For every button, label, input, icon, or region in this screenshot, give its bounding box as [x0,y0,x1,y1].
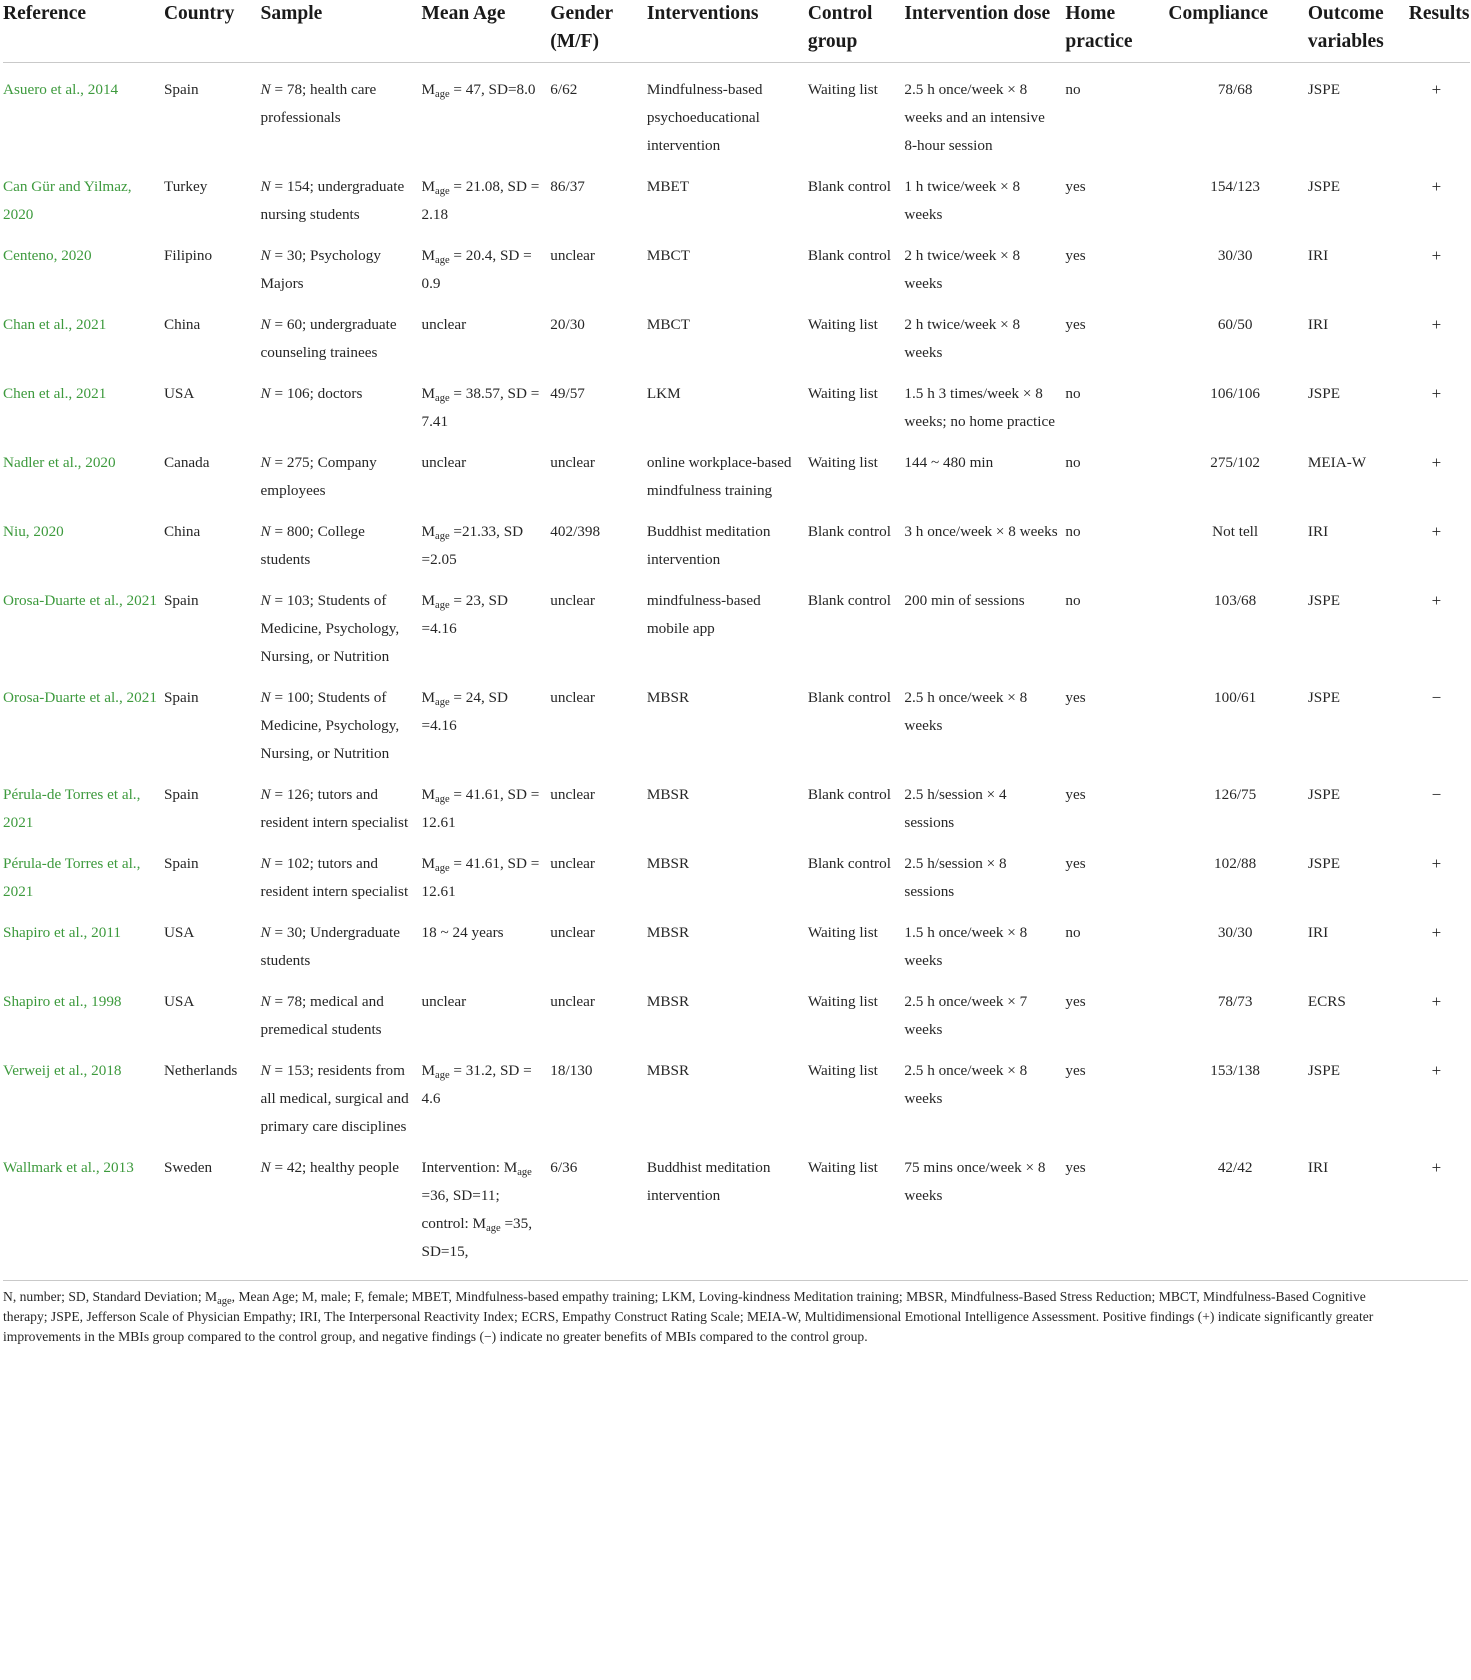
sample-cell [261,837,422,906]
result-cell: + [1431,80,1442,99]
interventions-cell: MBSR [646,1062,690,1079]
age-subscript: age [435,255,450,266]
home-practice-cell: yes [1065,1159,1086,1176]
mean-age-cell [422,906,551,975]
sample-cell [261,63,422,161]
age-subscript: age [435,794,450,805]
reference-link[interactable]: Wallmark et al., 2013 [3,1159,134,1176]
home-practice-cell: no [1065,81,1081,98]
footnote-text: , Mean Age; M, male; F, female; MBET, Mindfulness-based empathy training; LKM, Loving-kindness Meditation training; MBSR, Mindfulness-Based Stress Reduction; MBCT, Mindfulness-Based Cognitive [231,1289,1366,1304]
interventions-cell: online workplace-based mindfulness training [646,454,792,499]
reference-link[interactable]: Chen et al., 2021 [3,385,107,402]
country-cell: Turkey [163,178,208,195]
sample-text: = 103; Students of Medicine, Psychology, Nursing, or Nutrition [260,592,400,665]
mean-age-text: M [421,1062,436,1079]
home-practice-cell: no [1065,385,1081,402]
gender-cell: unclear [550,247,595,264]
country-cell: Filipino [163,247,213,264]
gender-cell: 402/398 [550,523,601,540]
home-practice-cell: yes [1065,855,1086,872]
country-cell: USA [163,993,195,1010]
outcome-variables-cell: JSPE [1307,1062,1340,1079]
intervention-dose-cell: 2.5 h once/week × 8 weeks [904,1062,1028,1107]
header-country: Country [164,0,261,63]
country-cell: USA [163,924,195,941]
header-intervention-dose: Intervention dose [904,0,1065,63]
sample-cell [261,768,422,837]
mean-age-cell [422,975,551,1044]
country-cell: Canada [163,454,210,471]
header-results: Results [1409,0,1470,63]
sample-text: = 78; health care professionals [260,81,377,126]
mean-age-text: =36, SD=11; control: M [421,1187,500,1232]
mean-age-text: M [421,247,436,264]
intervention-dose-cell: 75 mins once/week × 8 weeks [904,1159,1046,1204]
country-cell: Netherlands [163,1062,238,1079]
interventions-cell: MBSR [646,689,690,706]
compliance-cell: 275/102 [1210,454,1261,471]
interventions-cell: Buddhist meditation intervention [646,523,771,568]
sample-n-symbol: N [260,924,271,941]
table-body [3,63,1470,1281]
country-cell: Spain [163,855,199,872]
age-subscript: age [435,863,450,874]
gender-cell: 49/57 [550,385,585,402]
interventions-cell: MBCT [646,316,690,333]
outcome-variables-cell: JSPE [1307,786,1340,803]
home-practice-cell: yes [1065,993,1086,1010]
mean-age-cell [422,298,551,367]
mean-age-text: = 23, SD =4.16 [421,592,508,637]
interventions-cell: MBSR [646,993,690,1010]
mean-age-text: = 21.08, SD = 2.18 [421,178,540,223]
header-reference: Reference [3,0,164,63]
home-practice-cell: no [1065,924,1081,941]
reference-link[interactable]: Pérula-de Torres et al., 2021 [3,855,141,900]
sample-n-symbol: N [260,786,271,803]
mean-age-cell [422,574,551,671]
compliance-cell: 126/75 [1214,786,1257,803]
home-practice-cell: no [1065,454,1081,471]
reference-link[interactable]: Shapiro et al., 2011 [3,924,121,941]
sample-text: = 126; tutors and resident intern specialist [260,786,409,831]
header-mean-age: Mean Age [422,0,551,63]
sample-n-symbol: N [260,316,271,333]
control-group-cell: Waiting list [807,924,878,941]
result-cell: + [1431,384,1442,403]
sample-cell [261,1044,422,1141]
outcome-variables-cell: JSPE [1307,855,1340,872]
mean-age-cell [422,768,551,837]
control-group-cell: Waiting list [807,316,878,333]
table-row [3,160,1470,229]
sample-text: = 154; undergraduate nursing students [260,178,405,223]
table-row [3,229,1470,298]
sample-text: = 42; healthy people [270,1159,400,1176]
sample-text: = 153; residents from all medical, surgical and primary care disciplines [260,1062,409,1135]
gender-cell: unclear [550,689,595,706]
result-cell: + [1431,923,1442,942]
sample-n-symbol: N [260,1062,271,1079]
table-row [3,1141,1470,1280]
mean-age-text: M [421,855,436,872]
table-row [3,975,1470,1044]
footnote-line-2: therapy; JSPE, Jefferson Scale of Physician Empathy; IRI, The Interpersonal Reactivity Index; ECRS, Empathy Construct Rating Scale; MEIA-W, Multidimensional Emotional Intelligence Assessment. Positive findings (+) indicate significantly greater [3,1309,1374,1324]
sample-n-symbol: N [260,178,271,195]
control-group-cell: Blank control [807,689,891,706]
control-group-cell: Blank control [807,523,891,540]
sample-cell [261,505,422,574]
result-cell: + [1431,246,1442,265]
table-row [3,505,1470,574]
header-home-practice: Home practice [1065,0,1168,63]
outcome-variables-cell: JSPE [1307,385,1340,402]
intervention-dose-cell: 2.5 h once/week × 7 weeks [904,993,1028,1038]
mean-age-text: = 41.61, SD = 12.61 [421,786,540,831]
mean-age-cell [422,1141,551,1280]
result-cell: + [1431,992,1442,1011]
table-header-row [3,0,1470,63]
mean-age-text: M [421,786,436,803]
compliance-cell: 78/68 [1217,81,1253,98]
table-row [3,768,1470,837]
mean-age-text: M [421,178,436,195]
outcome-variables-cell: ECRS [1307,993,1346,1010]
country-cell: China [163,523,201,540]
outcome-variables-cell: IRI [1307,1159,1329,1176]
mean-age-cell [422,505,551,574]
gender-cell: 20/30 [550,316,585,333]
intervention-dose-cell: 3 h once/week × 8 weeks [904,523,1058,540]
result-cell: + [1431,854,1442,873]
sample-n-symbol: N [260,454,271,471]
home-practice-cell: yes [1065,786,1086,803]
compliance-cell: 100/61 [1214,689,1257,706]
control-group-cell: Waiting list [807,1062,878,1079]
compliance-cell: 103/68 [1214,592,1257,609]
result-cell: + [1431,177,1442,196]
sample-n-symbol: N [260,81,271,98]
sample-text: = 60; undergraduate counseling trainees [260,316,397,361]
reference-link[interactable]: Asuero et al., 2014 [3,81,119,98]
home-practice-cell: yes [1065,1062,1086,1079]
interventions-cell: MBSR [646,924,690,941]
age-subscript: age [435,531,450,542]
reference-link[interactable]: Centeno, 2020 [3,247,92,264]
table-row [3,671,1470,768]
age-subscript: age [435,393,450,404]
reference-link[interactable]: Shapiro et al., 1998 [3,993,122,1010]
header-interventions: Interventions [647,0,808,63]
gender-cell: 6/36 [550,1159,578,1176]
compliance-cell: 154/123 [1210,178,1261,195]
intervention-dose-cell: 2 h twice/week × 8 weeks [904,316,1021,361]
intervention-dose-cell: 2.5 h once/week × 8 weeks and an intensive 8-hour session [904,81,1045,154]
reference-link[interactable]: Chan et al., 2021 [3,316,107,333]
country-cell: Spain [163,786,199,803]
gender-cell: unclear [550,786,595,803]
sample-cell [261,160,422,229]
header-compliance: Compliance [1168,0,1308,63]
mean-age-cell [422,63,551,161]
result-cell: + [1431,453,1442,472]
result-cell: + [1431,1158,1442,1177]
reference-link[interactable]: Nadler et al., 2020 [3,454,116,471]
mean-age-cell [422,837,551,906]
interventions-cell: Mindfulness-based psychoeducational intervention [646,81,763,154]
footnote-line-1 [3,1287,1468,1307]
sample-text: = 800; College students [260,523,365,568]
mean-age-text: 18 ~ 24 years [421,924,504,941]
sample-cell [261,298,422,367]
intervention-dose-cell: 1.5 h once/week × 8 weeks [904,924,1028,969]
country-cell: China [163,316,201,333]
gender-cell: 18/130 [550,1062,593,1079]
gender-cell: unclear [550,924,595,941]
studies-table [3,0,1470,1280]
reference-link[interactable]: Verweij et al., 2018 [3,1062,122,1079]
result-cell: + [1431,1061,1442,1080]
control-group-cell: Waiting list [807,454,878,471]
control-group-cell: Blank control [807,178,891,195]
footnote-line-3: improvements in the MBIs group compared to the control group, and negative findings (−) indicate no greater benefits of MBIs compared to the control group. [3,1329,868,1344]
sample-text: = 30; Psychology Majors [260,247,381,292]
result-cell: − [1431,785,1442,804]
sample-text: = 100; Students of Medicine, Psychology, Nursing, or Nutrition [260,689,400,762]
age-subscript: age [435,186,450,197]
sample-n-symbol: N [260,247,271,264]
table-row [3,63,1470,161]
result-cell: + [1431,591,1442,610]
intervention-dose-cell: 144 ~ 480 min [904,454,994,471]
intervention-dose-cell: 2.5 h/session × 8 sessions [904,855,1007,900]
table-footnote [3,1280,1468,1347]
outcome-variables-cell: IRI [1307,247,1329,264]
mean-age-text: = 24, SD =4.16 [421,689,508,734]
country-cell: Sweden [163,1159,213,1176]
result-cell: + [1431,315,1442,334]
control-group-cell: Waiting list [807,81,878,98]
sample-cell [261,436,422,505]
age-subscript: age [435,600,450,611]
country-cell: USA [163,385,195,402]
sample-cell [261,574,422,671]
table-row [3,906,1470,975]
mean-age-text: M [421,689,436,706]
country-cell: Spain [163,689,199,706]
header-gender: Gender (M/F) [550,0,647,63]
country-cell: Spain [163,592,199,609]
intervention-dose-cell: 1 h twice/week × 8 weeks [904,178,1021,223]
sample-cell [261,906,422,975]
mean-age-text: = 41.61, SD = 12.61 [421,855,540,900]
mean-age-text: unclear [421,454,467,471]
interventions-cell: LKM [646,385,681,402]
footnote-text: N, number; SD, Standard Deviation; M [3,1289,218,1304]
gender-cell: unclear [550,993,595,1010]
compliance-cell: 78/73 [1217,993,1253,1010]
mean-age-text: =21.33, SD =2.05 [421,523,524,568]
mean-age-text: M [421,523,436,540]
sample-cell [261,229,422,298]
age-subscript: age [435,1070,450,1081]
sample-n-symbol: N [260,385,271,402]
sample-text: = 78; medical and premedical students [260,993,384,1038]
mean-age-text: = 47, SD=8.0 [449,81,536,98]
intervention-dose-cell: 200 min of sessions [904,592,1025,609]
mean-age-text: M [421,81,436,98]
mean-age-cell [422,1044,551,1141]
mean-age-cell [422,367,551,436]
reference-link[interactable]: Niu, 2020 [3,523,64,540]
header-sample: Sample [261,0,422,63]
country-cell: Spain [163,81,199,98]
intervention-dose-cell: 2.5 h once/week × 8 weeks [904,689,1028,734]
age-subscript: age [486,1223,501,1234]
outcome-variables-cell: IRI [1307,924,1329,941]
mean-age-text: = 31.2, SD = 4.6 [421,1062,532,1107]
compliance-cell: 30/30 [1217,247,1253,264]
mean-age-text: =35, SD=15, [421,1215,532,1260]
intervention-dose-cell: 2 h twice/week × 8 weeks [904,247,1021,292]
home-practice-cell: yes [1065,689,1086,706]
mean-age-text: Intervention: M [421,1159,518,1176]
mean-age-text: = 20.4, SD = 0.9 [421,247,532,292]
intervention-dose-cell: 1.5 h 3 times/week × 8 weeks; no home practice [904,385,1055,430]
table-row [3,837,1470,906]
interventions-cell: Buddhist meditation intervention [646,1159,771,1204]
home-practice-cell: no [1065,523,1081,540]
gender-cell: 6/62 [550,81,578,98]
gender-cell: unclear [550,454,595,471]
mean-age-text: unclear [421,316,467,333]
sample-cell [261,671,422,768]
control-group-cell: Blank control [807,592,891,609]
mean-age-cell [422,160,551,229]
compliance-cell: 60/50 [1217,316,1253,333]
gender-cell: 86/37 [550,178,585,195]
result-cell: + [1431,522,1442,541]
outcome-variables-cell: JSPE [1307,81,1340,98]
outcome-variables-cell: IRI [1307,316,1329,333]
result-cell: − [1431,688,1442,707]
control-group-cell: Waiting list [807,1159,878,1176]
sample-text: = 30; Undergraduate students [260,924,401,969]
sample-n-symbol: N [260,993,271,1010]
mean-age-cell [422,229,551,298]
mean-age-text: M [421,385,436,402]
header-control-group: Control group [808,0,905,63]
outcome-variables-cell: JSPE [1307,689,1340,706]
gender-cell: unclear [550,592,595,609]
table-row [3,298,1470,367]
table-row [3,367,1470,436]
compliance-cell: 102/88 [1214,855,1257,872]
sample-n-symbol: N [260,592,271,609]
age-subscript: age [517,1167,532,1178]
reference-link[interactable]: Can Gür and Yilmaz, 2020 [3,178,132,223]
sample-text: = 102; tutors and resident intern specialist [260,855,409,900]
home-practice-cell: yes [1065,178,1086,195]
control-group-cell: Waiting list [807,385,878,402]
sample-text: = 275; Company employees [260,454,377,499]
compliance-cell: 106/106 [1210,385,1261,402]
control-group-cell: Waiting list [807,993,878,1010]
control-group-cell: Blank control [807,247,891,264]
table-row [3,436,1470,505]
sample-cell [261,367,422,436]
sample-cell [261,1141,422,1280]
interventions-cell: MBSR [646,855,690,872]
table-row [3,574,1470,671]
outcome-variables-cell: JSPE [1307,178,1340,195]
compliance-cell: Not tell [1212,523,1259,540]
gender-cell: unclear [550,855,595,872]
sample-n-symbol: N [260,1159,271,1176]
sample-n-symbol: N [260,689,271,706]
outcome-variables-cell: JSPE [1307,592,1340,609]
age-subscript: age [435,89,450,100]
home-practice-cell: yes [1065,316,1086,333]
interventions-cell: MBCT [646,247,690,264]
sample-n-symbol: N [260,855,271,872]
footnote-subscript: age [217,1296,232,1307]
interventions-cell: mindfulness-based mobile app [646,592,761,637]
compliance-cell: 30/30 [1217,924,1253,941]
home-practice-cell: no [1065,592,1081,609]
reference-link[interactable]: Orosa-Duarte et al., 2021 [3,689,157,706]
mean-age-text: M [421,592,436,609]
intervention-dose-cell: 2.5 h/session × 4 sessions [904,786,1007,831]
reference-link[interactable]: Orosa-Duarte et al., 2021 [3,592,157,609]
table-row [3,1044,1470,1141]
sample-cell [261,975,422,1044]
sample-n-symbol: N [260,523,271,540]
interventions-cell: MBET [646,178,690,195]
mean-age-text: unclear [421,993,467,1010]
control-group-cell: Blank control [807,786,891,803]
compliance-cell: 153/138 [1210,1062,1261,1079]
header-outcome-variables: Outcome variables [1308,0,1409,63]
compliance-cell: 42/42 [1217,1159,1253,1176]
mean-age-cell [422,671,551,768]
interventions-cell: MBSR [646,786,690,803]
home-practice-cell: yes [1065,247,1086,264]
reference-link[interactable]: Pérula-de Torres et al., 2021 [3,786,141,831]
outcome-variables-cell: IRI [1307,523,1329,540]
age-subscript: age [435,697,450,708]
control-group-cell: Blank control [807,855,891,872]
mean-age-cell [422,436,551,505]
outcome-variables-cell: MEIA-W [1307,454,1367,471]
sample-text: = 106; doctors [270,385,363,402]
mean-age-text: = 38.57, SD = 7.41 [421,385,540,430]
